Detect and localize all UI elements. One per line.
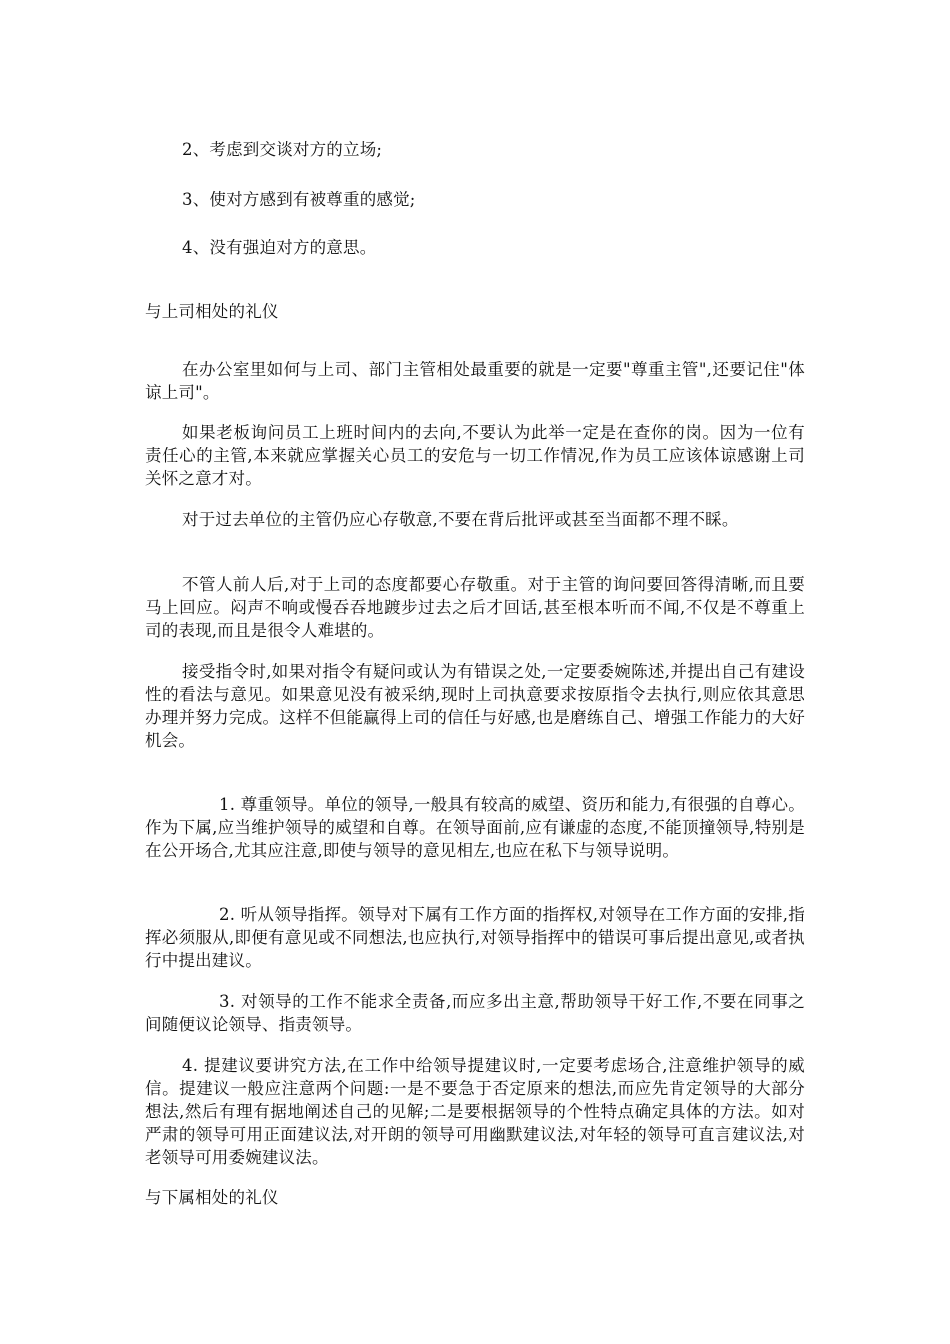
paragraph: 如果老板询问员工上班时间内的去向,不要认为此举一定是在查你的岗。因为一位有责任心的主管,本来就应掌握关心员工的安危与一切工作情况,作为员工应该体谅感谢上司关怀之意才对。 [145,423,805,488]
paragraph: 在办公室里如何与上司、部门主管相处最重要的就是一定要"尊重主管",还要记住"体谅上司"。 [145,360,805,402]
numbered-point: 4. 提建议要讲究方法,在工作中给领导提建议时,一定要考虑场合,注意维护领导的威信。提建议一般应注意两个问题:一是不要急于否定原来的想法,而应先肯定领导的大部分想法,然后有理有据地阐述自己的见解;二是要根据领导的个性特点确定具体的方法。如对严肃的领导可用正面建议法,对开朗的领导可用幽默建议法,对年轻的领导可直言建议法,对老领导可用委婉建议法。 [145,1056,805,1167]
paragraph: 接受指令时,如果对指令有疑问或认为有错误之处,一定要委婉陈述,并提出自己有建设性的看法与意见。如果意见没有被采纳,现时上司执意要求按原指令去执行,则应依其意思办理并努力完成。这样不但能赢得上司的信任与好感,也是磨练自己、增强工作能力的大好机会。 [145,662,805,750]
numbered-point: 1. 尊重领导。单位的领导,一般具有较高的威望、资历和能力,有很强的自尊心。作为下属,应当维护领导的威望和自尊。在领导面前,应有谦虚的态度,不能顶撞领导,特别是在公开场合,尤其应注意,即使与领导的意见相左,也应在私下与领导说明。 [145,795,805,860]
list-item: 3、使对方感到有被尊重的感觉; [182,190,416,209]
list-item: 2、考虑到交谈对方的立场; [182,140,383,159]
paragraph: 对于过去单位的主管仍应心存敬意,不要在背后批评或甚至当面都不理不睬。 [182,510,739,529]
numbered-point: 3. 对领导的工作不能求全责备,而应多出主意,帮助领导干好工作,不要在同事之间随便议论领导、指责领导。 [145,992,805,1034]
list-item: 4、没有强迫对方的意思。 [182,238,377,257]
section-heading: 与上司相处的礼仪 [145,302,279,321]
paragraph: 不管人前人后,对于上司的态度都要心存敬重。对于主管的询问要回答得清晰,而且要马上回应。闷声不响或慢吞吞地踱步过去之后才回话,甚至根本听而不闻,不仅是不尊重上司的表现,而且是很令人难堪的。 [145,575,805,640]
section-heading: 与下属相处的礼仪 [145,1188,279,1207]
numbered-point: 2. 听从领导指挥。领导对下属有工作方面的指挥权,对领导在工作方面的安排,指挥必须服从,即便有意见或不同想法,也应执行,对领导指挥中的错误可事后提出意见,或者执行中提出建议。 [145,905,805,970]
